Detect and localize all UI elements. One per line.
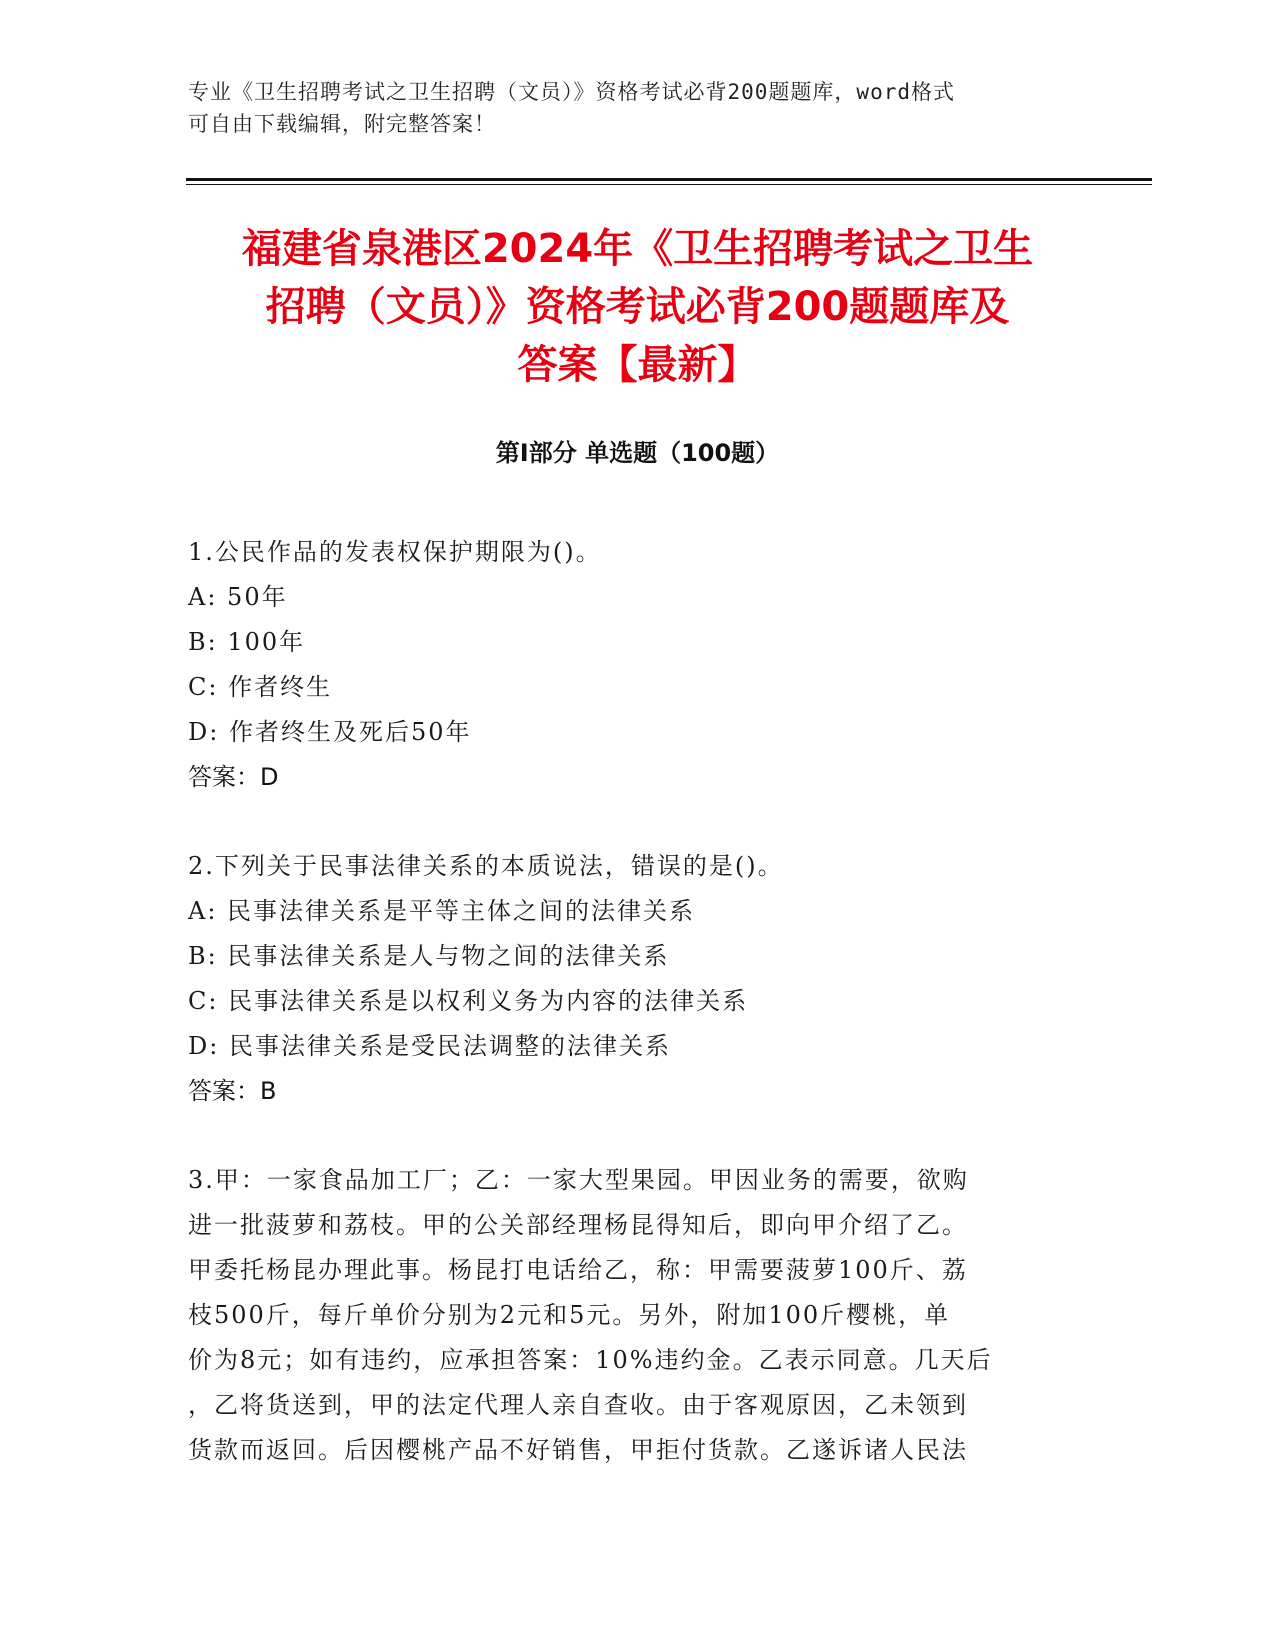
option-b: B: 民事法律关系是人与物之间的法律关系 (188, 942, 670, 970)
question-stem-line-3: 甲委托杨昆办理此事。杨昆打电话给乙，称：甲需要菠萝100斤、荔 (188, 1256, 968, 1284)
question-stem: 1.公民作品的发表权保护期限为()。 (188, 538, 602, 566)
question-stem-line-7: 货款而返回。后因樱桃产品不好销售，甲拒付货款。乙遂诉诸人民法 (188, 1436, 968, 1464)
question-3 (188, 1158, 1068, 1473)
question-stem-line-2: 进一批菠萝和荔枝。甲的公关部经理杨昆得知后，即向甲介绍了乙。 (188, 1211, 968, 1239)
option-c: C: 民事法律关系是以权利义务为内容的法律关系 (188, 987, 749, 1015)
section-title: 第I部分 单选题（100题） (495, 439, 780, 467)
question-stem-line-6: ，乙将货送到，甲的法定代理人亲自查收。由于客观原因，乙未领到 (188, 1391, 968, 1419)
option-a: A: 50年 (188, 583, 288, 611)
document-title-line-3: 答案【最新】 (517, 342, 758, 388)
option-d: D: 作者终生及死后50年 (188, 718, 472, 746)
header-divider-thin (186, 184, 1152, 185)
answer: 答案：B (188, 1077, 277, 1105)
option-a: A: 民事法律关系是平等主体之间的法律关系 (188, 897, 696, 925)
document-title-line-1: 福建省泉港区2024年《卫生招聘考试之卫生 (241, 226, 1034, 272)
document-title-line-2: 招聘（文员）》资格考试必背200题题库及 (265, 284, 1010, 330)
answer: 答案：D (188, 763, 279, 791)
question-1 (188, 530, 1068, 800)
question-stem-line-5: 价为8元；如有违约，应承担答案：10%违约金。乙表示同意。几天后 (188, 1346, 993, 1374)
question-stem-line-4: 枝500斤，每斤单价分别为2元和5元。另外，附加100斤樱桃，单 (188, 1301, 951, 1329)
question-stem: 2.下列关于民事法律关系的本质说法，错误的是()。 (188, 852, 784, 880)
header-note-line-2: 可自由下载编辑，附完整答案！ (188, 112, 496, 136)
header-divider-thick (186, 178, 1152, 181)
question-stem-line-1: 3.甲：一家食品加工厂；乙：一家大型果园。甲因业务的需要，欲购 (188, 1166, 969, 1194)
header-note (188, 76, 1068, 140)
question-list (188, 530, 1068, 1517)
option-d: D: 民事法律关系是受民法调整的法律关系 (188, 1032, 671, 1060)
header-note-line-1: 专业《卫生招聘考试之卫生招聘（文员）》资格考试必背200题题库，word格式 (188, 80, 955, 104)
question-2 (188, 844, 1068, 1114)
document-title (150, 220, 1125, 394)
option-c: C: 作者终生 (188, 673, 333, 701)
option-b: B: 100年 (188, 628, 306, 656)
